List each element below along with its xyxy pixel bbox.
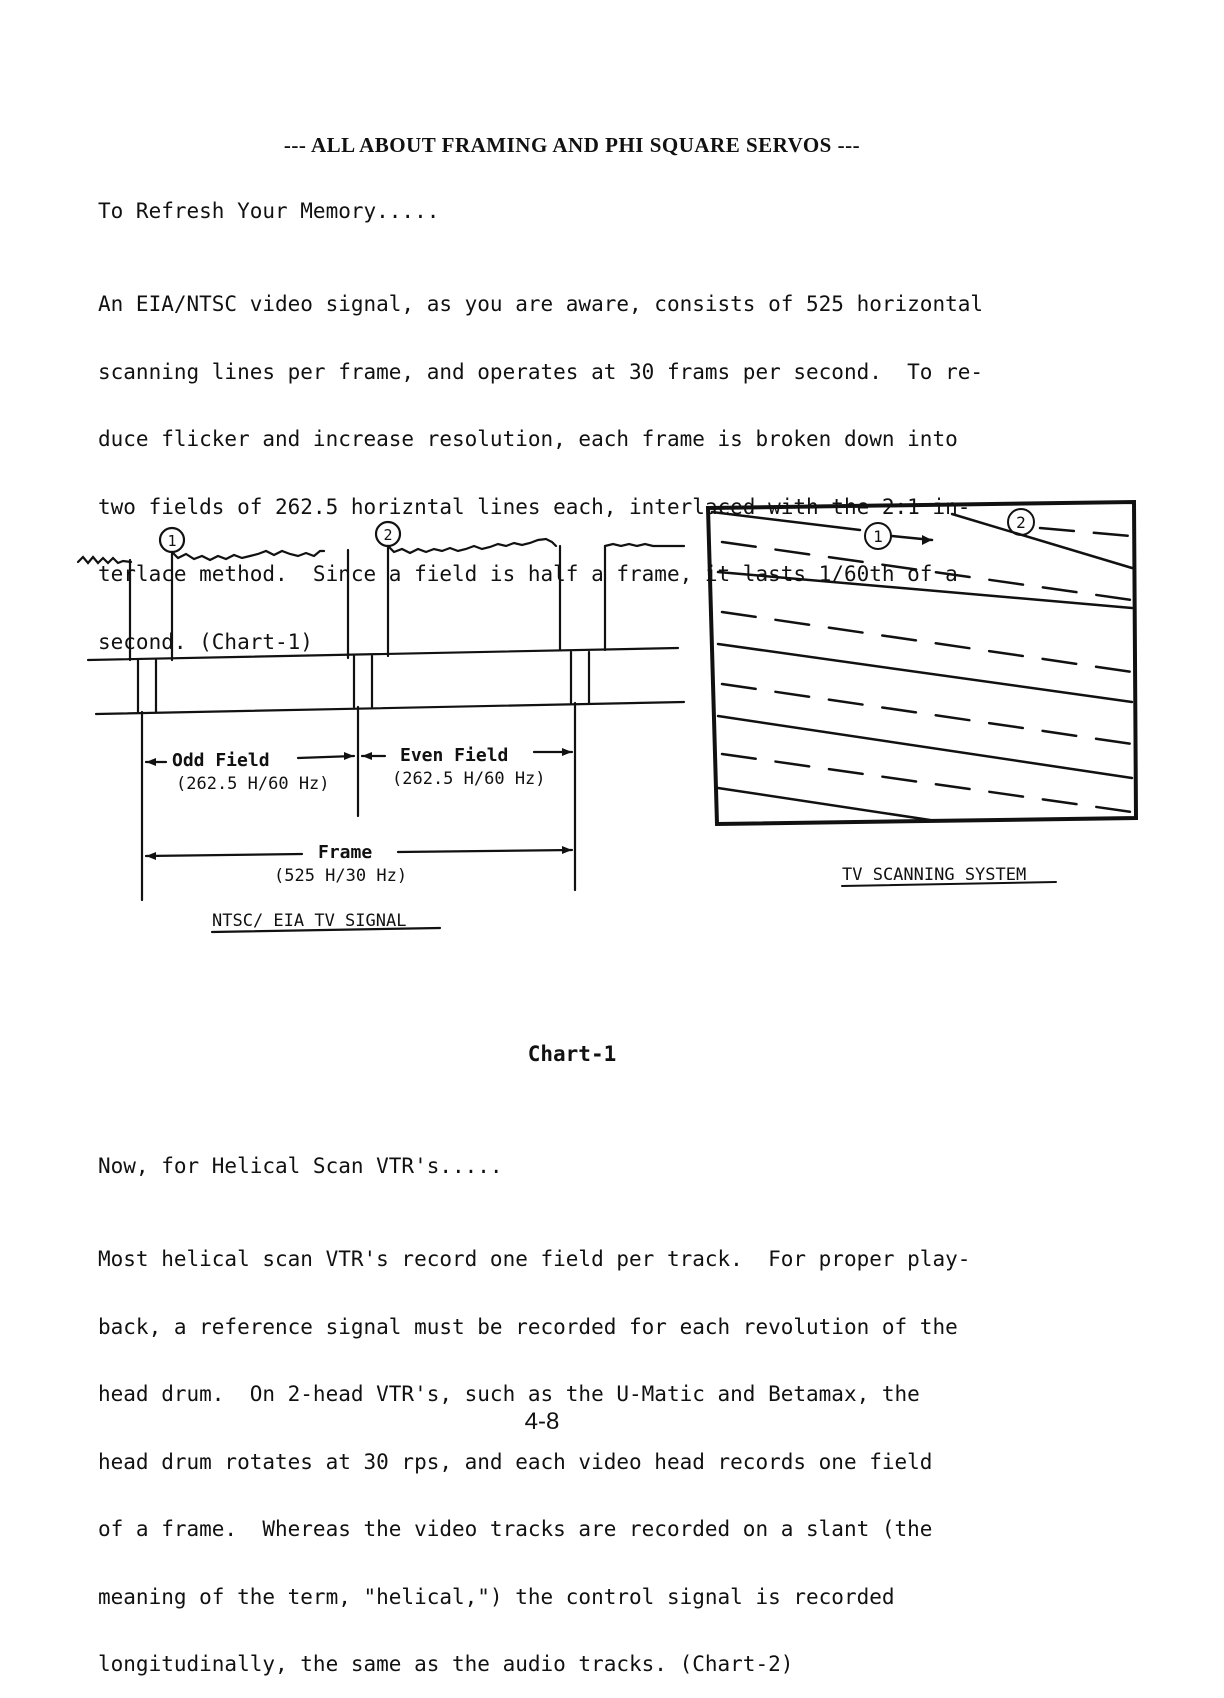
scan-line-dashed <box>1040 528 1130 536</box>
section2-paragraph <box>98 1203 970 1698</box>
paragraph-line: An EIA/NTSC video signal, as you are aware, consists of 525 horizontal <box>98 292 984 316</box>
marker-2-label: 2 <box>1016 513 1026 532</box>
scan-line-solid <box>718 716 1132 778</box>
even-field-label: Even Field <box>400 745 509 766</box>
tv-scanning-diagram <box>700 490 1160 900</box>
video-trace <box>388 539 556 553</box>
odd-field-sub-label: (262.5 H/60 Hz) <box>176 774 330 794</box>
ntsc-signal-caption: NTSC/ EIA TV SIGNAL <box>212 911 407 931</box>
blanking-box <box>138 660 156 712</box>
baseline-bottom <box>96 702 684 714</box>
video-trace <box>605 544 684 546</box>
paragraph-line: head drum. On 2-head VTR's, such as the U-Matic and Betamax, the <box>98 1382 920 1406</box>
paragraph-line: Most helical scan VTR's record one field per track. For proper play- <box>98 1247 971 1271</box>
paragraph-line: two fields of 262.5 horizntal lines each, interlaced with the 2:1 in- <box>98 494 971 519</box>
blanking-box <box>571 652 589 703</box>
frame-label: Frame <box>318 842 373 863</box>
scan-line-solid <box>718 788 930 820</box>
blanking-box <box>354 656 372 707</box>
paragraph-line: terlace method. Since a field is half a frame, it lasts 1/60th of a <box>98 562 958 586</box>
scan-line-dashed <box>722 754 1132 812</box>
paragraph-line: scanning lines per frame, and operates at 30 frams per second. To re- <box>98 359 984 384</box>
page-title: --- ALL ABOUT FRAMING AND PHI SQUARE SERVOS --- <box>283 133 861 157</box>
paragraph-line: longitudinally, the same as the audio tracks. (Chart-2) <box>98 1652 794 1676</box>
page-number: 4-8 <box>524 1408 560 1435</box>
video-trace <box>172 551 324 560</box>
marker-1-label: 1 <box>167 532 177 550</box>
marker-2-label: 2 <box>383 526 393 544</box>
section1-heading: To Refresh Your Memory..... <box>98 199 440 223</box>
even-field-sub-label: (262.5 H/60 Hz) <box>392 769 546 789</box>
section2-heading: Now, for Helical Scan VTR's..... <box>98 1154 503 1178</box>
paragraph-line: second. (Chart-1) <box>98 629 313 654</box>
scan-line-dashed <box>722 612 1132 672</box>
odd-field-label: Odd Field <box>172 750 270 771</box>
ntsc-signal-diagram <box>0 500 700 950</box>
scan-line-solid <box>952 514 1132 568</box>
frame-sub-label: (525 H/30 Hz) <box>274 866 408 886</box>
marker-1-label: 1 <box>873 527 883 546</box>
paragraph-line: back, a reference signal must be recorded for each revolution of the <box>98 1314 958 1339</box>
chart-caption: Chart-1 <box>527 1042 617 1066</box>
paragraph-line: duce flicker and increase resolution, each frame is broken down into <box>98 427 958 451</box>
paragraph-line: of a frame. Whereas the video tracks are recorded on a slant (the <box>98 1517 933 1541</box>
paragraph-line: meaning of the term, "helical,") the control signal is recorded <box>98 1584 895 1609</box>
signal-noise <box>78 557 131 563</box>
paragraph-line: head drum rotates at 30 rps, and each video head records one field <box>98 1449 933 1474</box>
tv-scanning-caption: TV SCANNING SYSTEM <box>842 865 1027 885</box>
scan-line-solid <box>712 512 860 530</box>
